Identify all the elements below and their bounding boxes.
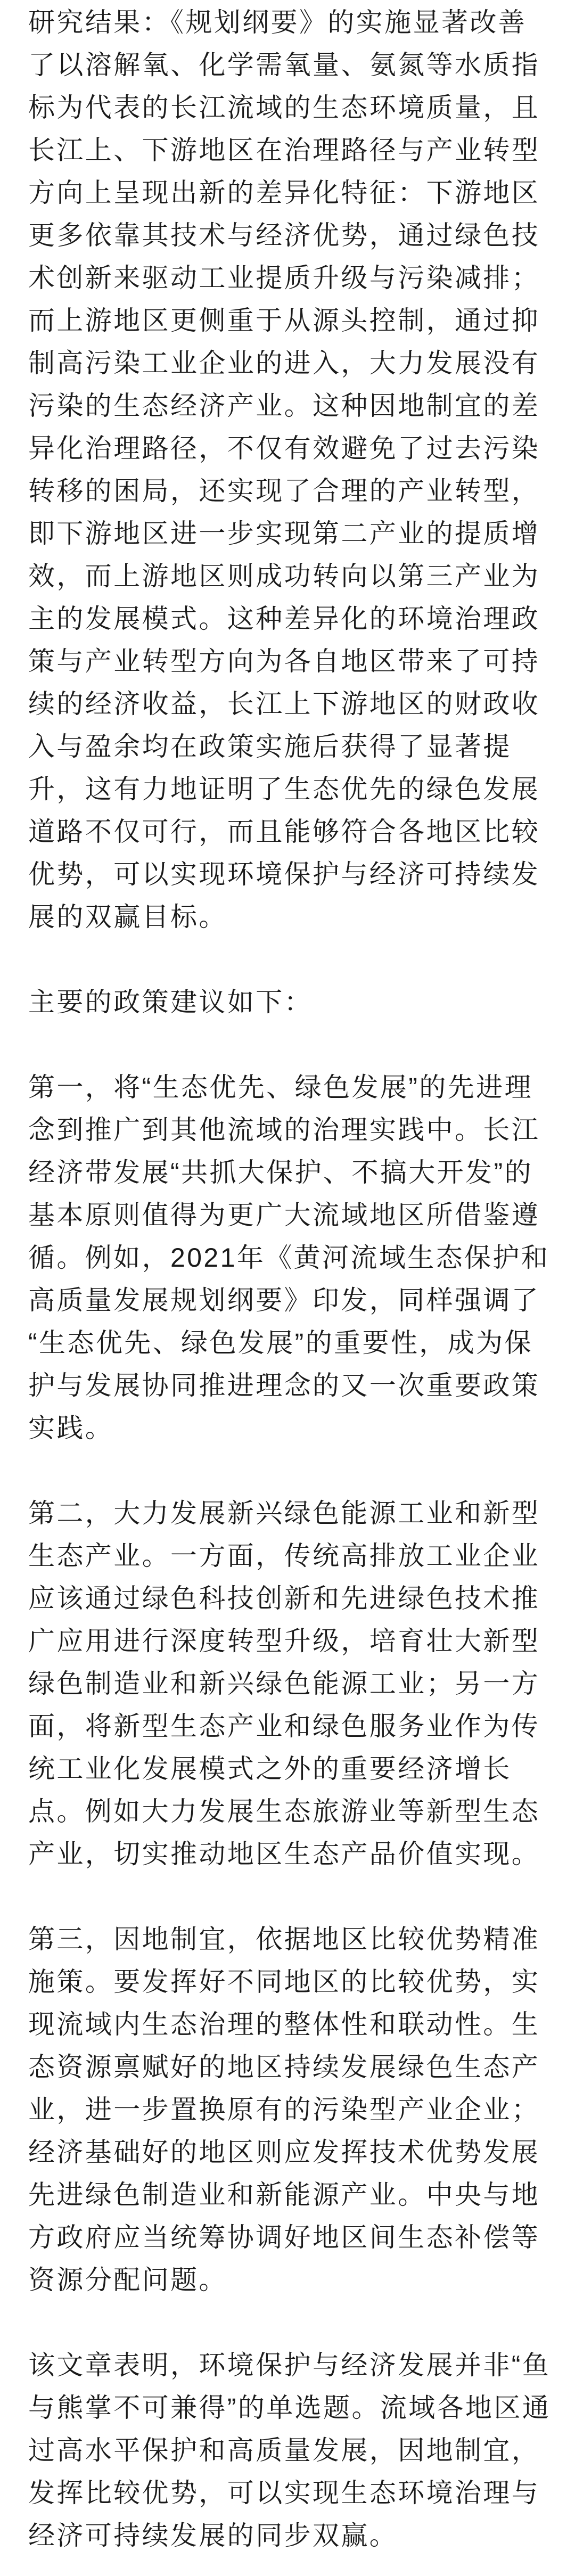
text-line: 污染的生态经济产业。这种因地制宜的差 bbox=[28, 391, 540, 421]
text-line: 与熊掌不可兼得”的单选题。流域各地区通 bbox=[28, 2393, 551, 2423]
text-line: 态资源禀赋好的地区持续发展绿色生态产 bbox=[28, 2052, 540, 2082]
text-line: 实践。 bbox=[28, 1413, 114, 1443]
text-line: 主的发展模式。这种差异化的环境治理政 bbox=[28, 604, 540, 634]
text-line: 经济带发展“共抓大保护、不搞大开发”的 bbox=[28, 1158, 533, 1187]
text-line: 而上游地区更侧重于从源头控制，通过抑 bbox=[28, 306, 540, 335]
text-line: 道路不仅可行，而且能够符合各地区比较 bbox=[28, 817, 540, 847]
text-line: 长江上、下游地区在治理路径与产业转型 bbox=[28, 135, 540, 165]
text-line: 施策。要发挥好不同地区的比较优势，实 bbox=[28, 1967, 540, 1997]
text-line: 第一，将“生态优先、绿色发展”的先进理 bbox=[28, 1072, 533, 1102]
text-line: 策与产业转型方向为各自地区带来了可持 bbox=[28, 646, 540, 676]
text-line: 循。例如，2021年《黄河流域生态保护和 bbox=[28, 1243, 550, 1273]
text-line: 现流域内生态治理的整体性和联动性。生 bbox=[28, 2009, 540, 2039]
text-line: 应该通过绿色科技创新和先进绿色技术推 bbox=[28, 1584, 540, 1613]
text-line: 了以溶解氧、化学需氧量、氨氮等水质指 bbox=[28, 50, 540, 80]
text-line: 优势，可以实现环境保护与经济可持续发 bbox=[28, 859, 540, 889]
text-line: 基本原则值得为更广大流域地区所借鉴遵 bbox=[28, 1200, 540, 1230]
paragraph bbox=[28, 981, 569, 1023]
text-line: 念到推广到其他流域的治理实践中。长江 bbox=[28, 1115, 540, 1145]
text-line: 统工业化发展模式之外的重要经济增长 bbox=[28, 1754, 512, 1784]
text-line: 高质量发展规划纲要》印发，同样强调了 bbox=[28, 1285, 540, 1315]
text-line: 研究结果：《规划纲要》的实施显著改善 bbox=[28, 7, 527, 37]
text-line: 标为代表的长江流域的生态环境质量，且 bbox=[28, 93, 540, 122]
text-line: 广应用进行深度转型升级，培育壮大新型 bbox=[28, 1626, 540, 1656]
text-line: 先进绿色制造业和新能源产业。中央与地 bbox=[28, 2180, 540, 2210]
text-line: 异化治理路径，不仅有效避免了过去污染 bbox=[28, 433, 540, 463]
text-line: 第二，大力发展新兴绿色能源工业和新型 bbox=[28, 1498, 540, 1528]
text-line: 更多依靠其技术与经济优势，通过绿色技 bbox=[28, 220, 540, 250]
text-line: 过高水平保护和高质量发展，因地制宜， bbox=[28, 2435, 540, 2465]
text-line: 展的双赢目标。 bbox=[28, 902, 227, 932]
text-line: 即下游地区进一步实现第二产业的提质增 bbox=[28, 519, 540, 548]
text-line: 主要的政策建议如下： bbox=[28, 987, 313, 1017]
text-line: 方向上呈现出新的差异化特征：下游地区 bbox=[28, 178, 540, 208]
text-line: 升，这有力地证明了生态优先的绿色发展 bbox=[28, 774, 540, 804]
text-line: 第三，因地制宜，依据地区比较优势精准 bbox=[28, 1924, 540, 1954]
text-line: 制高污染工业企业的进入，大力发展没有 bbox=[28, 348, 540, 378]
text-line: 发挥比较优势，可以实现生态环境治理与 bbox=[28, 2478, 540, 2508]
text-line: 生态产业。一方面，传统高排放工业企业 bbox=[28, 1541, 540, 1571]
text-line: 资源分配问题。 bbox=[28, 2265, 227, 2295]
text-line: 业，进一步置换原有的污染型产业企业； bbox=[28, 2095, 540, 2124]
text-line: 护与发展协同推进理念的又一次重要政策 bbox=[28, 1371, 540, 1400]
text-line: 续的经济收益，长江上下游地区的财政收 bbox=[28, 689, 540, 719]
text-line: 经济基础好的地区则应发挥技术优势发展 bbox=[28, 2137, 540, 2167]
text-line: 点。例如大力发展生态旅游业等新型生态 bbox=[28, 1796, 540, 1826]
text-line: 面，将新型生态产业和绿色服务业作为传 bbox=[28, 1711, 540, 1741]
paragraph bbox=[28, 2344, 569, 2557]
text-line: 入与盈余均在政策实施后获得了显著提 bbox=[28, 732, 512, 761]
text-line: 绿色制造业和新兴绿色能源工业；另一方 bbox=[28, 1669, 540, 1699]
text-line: 转移的困局，还实现了合理的产业转型， bbox=[28, 476, 540, 506]
paragraph bbox=[28, 1, 569, 938]
paragraph bbox=[28, 1066, 569, 1449]
paragraph bbox=[28, 1492, 569, 1875]
text-line: 产业，切实推动地区生态产品价值实现。 bbox=[28, 1839, 540, 1869]
text-line: 该文章表明，环境保护与经济发展并非“鱼 bbox=[28, 2350, 551, 2380]
text-line: 方政府应当统筹协调好地区间生态补偿等 bbox=[28, 2222, 540, 2252]
text-line: 经济可持续发展的同步双赢。 bbox=[28, 2521, 398, 2550]
paragraph bbox=[28, 1918, 569, 2301]
text-line: 术创新来驱动工业提质升级与污染减排； bbox=[28, 263, 540, 293]
text-line: 效，而上游地区则成功转向以第三产业为 bbox=[28, 561, 540, 591]
text-line: “生态优先、绿色发展”的重要性，成为保 bbox=[28, 1328, 533, 1358]
